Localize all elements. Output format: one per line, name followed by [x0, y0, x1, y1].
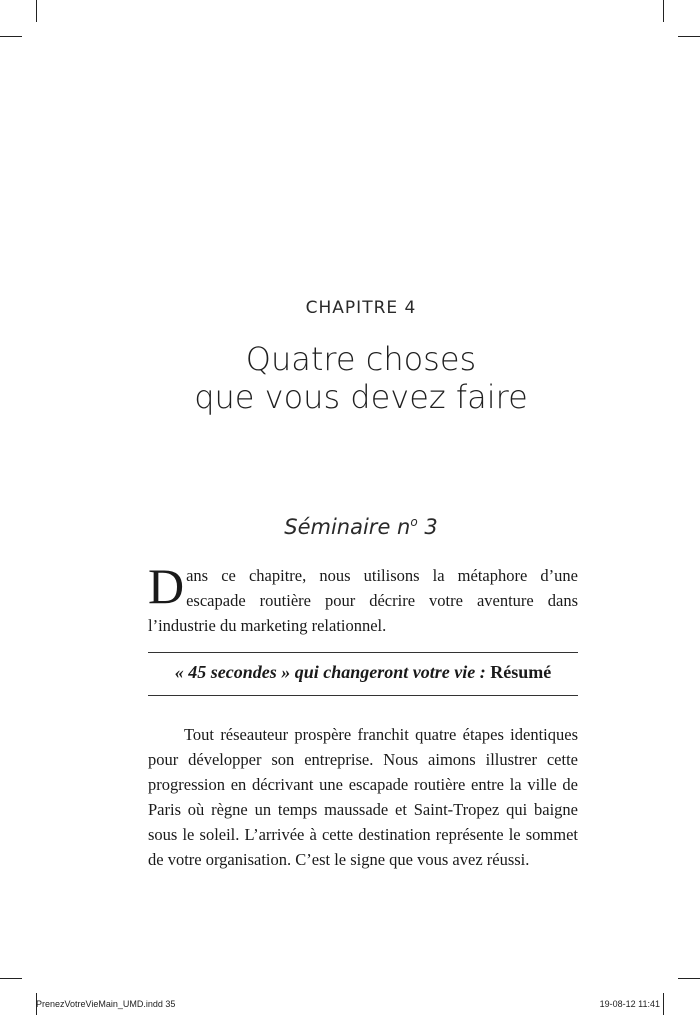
- body-paragraph: Tout réseauteur prospère franchit quatre étapes identiques pour développer son entreprise. Nous aimons illustrer cette progression en décrivant une escapade routière entre la ville de Paris où règne un temps maussade et Saint-Tropez qui baigne sous le soleil. L’arrivée à cette destination représente le sommet de votre organisation. C’est le signe que vous avez réussi.: [148, 725, 578, 869]
- chapter-title-line-2: que vous devez faire: [194, 378, 528, 416]
- intro-paragraph: [148, 558, 578, 638]
- chapter-label: CHAPITRE 4: [305, 298, 417, 318]
- slug-timestamp: 19-08-12 11:41: [599, 999, 660, 1009]
- crop-mark-bottom-right: [663, 993, 664, 1015]
- crop-mark-left-bottom: [0, 978, 22, 979]
- chapter-title-line-1: Quatre choses: [245, 340, 477, 378]
- seminar-superscript: o: [410, 515, 418, 529]
- crop-mark-left-top: [0, 36, 22, 37]
- body-text: [148, 722, 578, 872]
- intro-text: ans ce chapitre, nous utilisons la métaphore d’une escapade routière pour décrire votre aventure dans l’industrie du marketing relationnel.: [148, 566, 578, 635]
- summary-top-rule: [148, 652, 578, 653]
- summary-heading: [148, 662, 578, 683]
- seminar-heading: [0, 515, 700, 539]
- summary-bottom-rule: [148, 695, 578, 696]
- chapter-title: [0, 340, 700, 416]
- slug-file-info: PrenezVotreVieMain_UMD.indd 35: [36, 999, 176, 1009]
- summary-heading-italic: « 45 secondes » qui changeront votre vie :: [174, 662, 491, 682]
- summary-heading-bold: Résumé: [490, 662, 552, 682]
- drop-cap: D: [148, 558, 185, 614]
- seminar-number: 3: [417, 515, 438, 539]
- crop-mark-top-right: [663, 0, 664, 22]
- crop-mark-right-bottom: [678, 978, 700, 979]
- seminar-prefix: Séminaire n: [284, 515, 411, 539]
- crop-mark-top-left: [36, 0, 37, 22]
- crop-mark-right-top: [678, 36, 700, 37]
